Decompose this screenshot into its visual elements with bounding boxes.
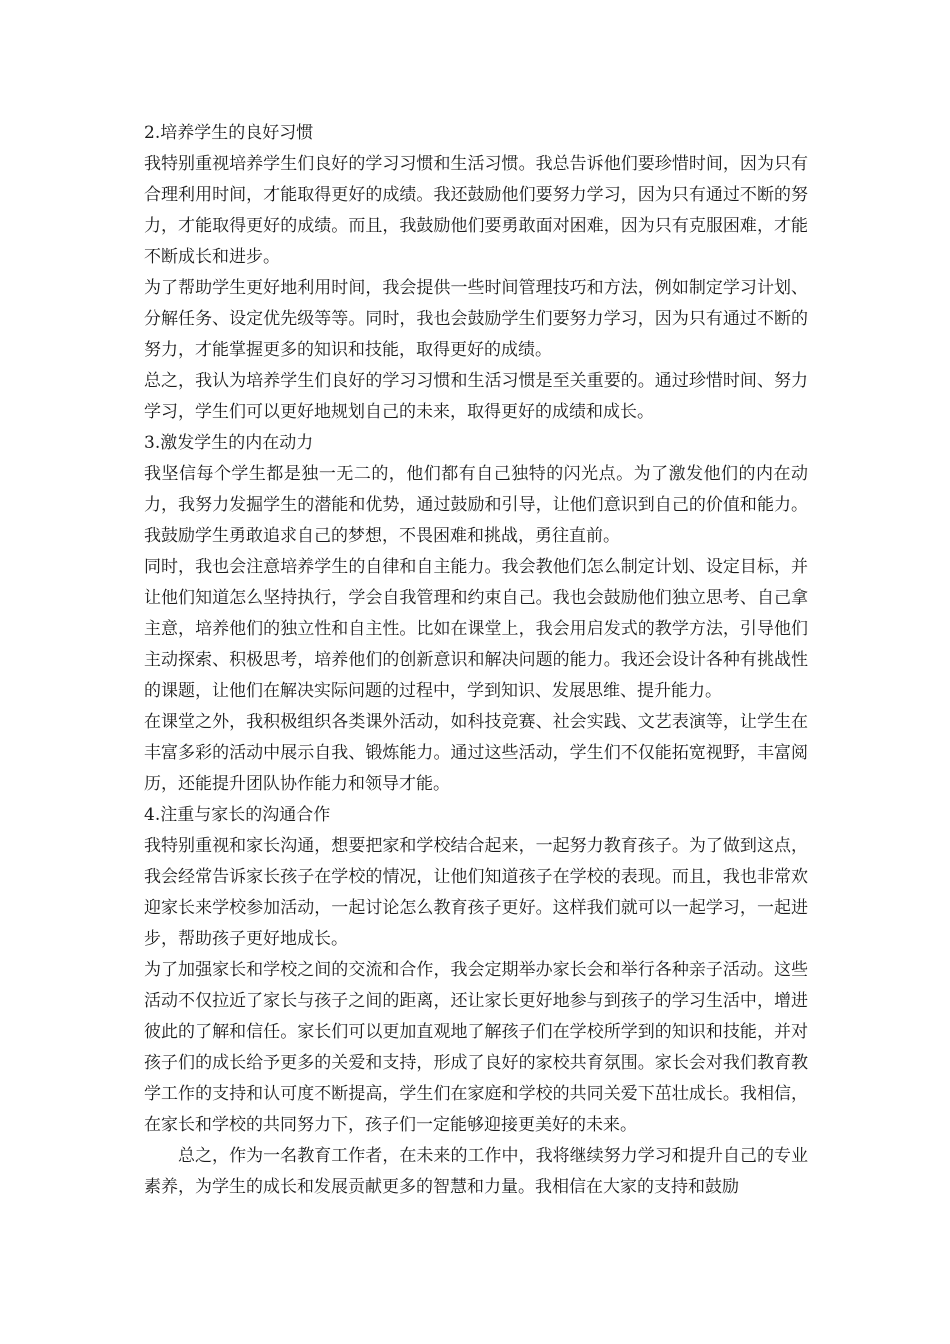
paragraph: 为了帮助学生更好地利用时间，我会提供一些时间管理技巧和方法，例如制定学习计划、分解任务、设定优先级等等。同时，我也会鼓励学生们要努力学习，因为只有通过不断的努力，才能掌握更多的知识和技能，取得更好的成绩。 — [144, 278, 808, 360]
paragraph: 同时，我也会注意培养学生的自律和自主能力。我会教他们怎么制定计划、设定目标，并让他们知道怎么坚持执行，学会自我管理和约束自己。我也会鼓励他们独立思考、自己拿主意，培养他们的独立性和自主性。比如在课堂上，我会用启发式的教学方法，引导他们主动探索、积极思考，培养他们的创新意识和解决问题的能力。我还会设计各种有挑战性的课题，让他们在解决实际问题的过程中，学到知识、发展思维、提升能力。 — [144, 557, 808, 701]
document-body — [144, 118, 808, 1203]
paragraph: 为了加强家长和学校之间的交流和合作，我会定期举办家长会和举行各种亲子活动。这些活动不仅拉近了家长与孩子之间的距离，还让家长更好地参与到孩子的学习生活中，增进彼此的了解和信任。家长们可以更加直观地了解孩子们在学校所学到的知识和技能，并对孩子们的成长给予更多的关爱和支持，形成了良好的家校共育氛围。家长会对我们教育教学工作的支持和认可度不断提高，学生们在家庭和学校的共同关爱下茁壮成长。我相信，在家长和学校的共同努力下，孩子们一定能够迎接更美好的未来。 — [144, 960, 808, 1135]
section-heading: 4.注重与家长的沟通合作 — [144, 805, 331, 825]
paragraph: 我特别重视和家长沟通，想要把家和学校结合起来，一起努力教育孩子。为了做到这点，我会经常告诉家长孩子在学校的情况，让他们知道孩子在学校的表现。而且，我也非常欢迎家长来学校参加活动，一起讨论怎么教育孩子更好。这样我们就可以一起学习，一起进步，帮助孩子更好地成长。 — [144, 836, 808, 949]
closing-paragraph: 总之，作为一名教育工作者，在未来的工作中，我将继续努力学习和提升自己的专业素养，为学生的成长和发展贡献更多的智慧和力量。我相信在大家的支持和鼓励 — [144, 1146, 808, 1197]
paragraph: 我特别重视培养学生们良好的学习习惯和生活习惯。我总告诉他们要珍惜时间，因为只有合理利用时间，才能取得更好的成绩。我还鼓励他们要努力学习，因为只有通过不断的努力，才能取得更好的成绩。而且，我鼓励他们要勇敢面对困难，因为只有克服困难，才能不断成长和进步。 — [144, 154, 808, 267]
paragraph: 总之，我认为培养学生们良好的学习习惯和生活习惯是至关重要的。通过珍惜时间、努力学习，学生们可以更好地规划自己的未来，取得更好的成绩和成长。 — [144, 371, 808, 422]
paragraph: 在课堂之外，我积极组织各类课外活动，如科技竞赛、社会实践、文艺表演等，让学生在丰富多彩的活动中展示自我、锻炼能力。通过这些活动，学生们不仅能拓宽视野，丰富阅历，还能提升团队协作能力和领导才能。 — [144, 712, 808, 794]
section-heading: 3.激发学生的内在动力 — [144, 433, 314, 453]
section-heading: 2.培养学生的良好习惯 — [144, 123, 314, 143]
paragraph: 我坚信每个学生都是独一无二的，他们都有自己独特的闪光点。为了激发他们的内在动力，我努力发掘学生的潜能和优势，通过鼓励和引导，让他们意识到自己的价值和能力。我鼓励学生勇敢追求自己的梦想，不畏困难和挑战，勇往直前。 — [144, 464, 808, 546]
